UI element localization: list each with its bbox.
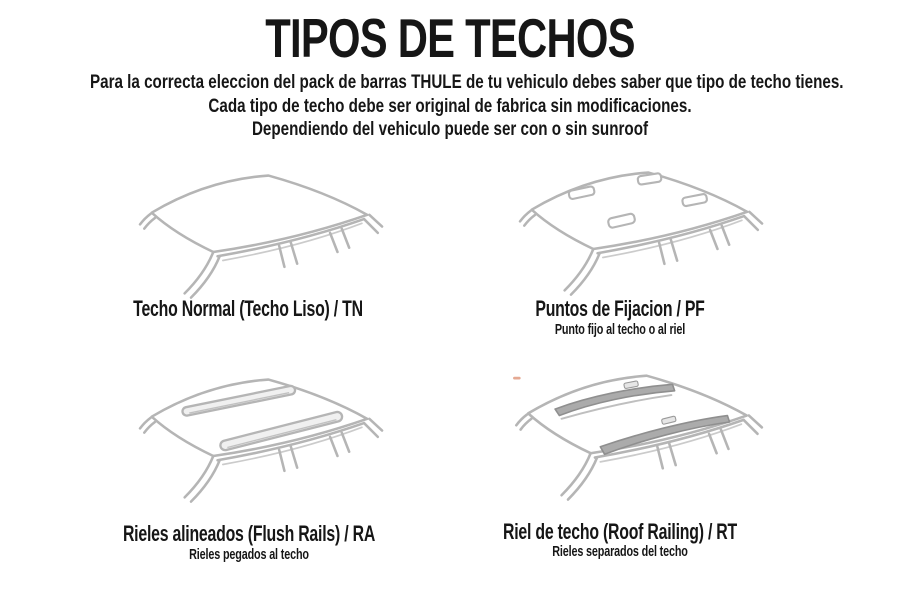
roof-railing-illustration bbox=[498, 366, 778, 506]
intro-line: Para la correcta eleccion del pack de barras THULE de tu vehiculo debes saber que tipo de techo tienes. bbox=[90, 72, 844, 93]
roof-type-label-tn: Techo Normal (Techo Liso) / TN bbox=[133, 296, 363, 321]
roof-type-sublabel-ra: Rieles pegados al techo bbox=[189, 546, 309, 563]
roof-type-label-ra: Rieles alineados (Flush Rails) / RA bbox=[122, 521, 376, 546]
roof-type-label-pf: Puntos de Fijacion / PF bbox=[535, 296, 705, 321]
roof-type-sublabel-rt: Rieles separados del techo bbox=[552, 543, 688, 560]
roof-type-label-rt: Riel de techo (Roof Railing) / RT bbox=[503, 519, 737, 544]
intro-text bbox=[90, 71, 844, 142]
intro-line: Cada tipo de techo debe ser original de fabrica sin modificaciones. bbox=[208, 95, 692, 117]
plain-roof-illustration bbox=[122, 166, 398, 304]
roof-type-sublabel-pf: Punto fijo al techo o al riel bbox=[554, 321, 686, 338]
fixed-points-roof-illustration bbox=[502, 163, 778, 301]
intro-line: Dependiendo del vehiculo puede ser con o sin sunroof bbox=[251, 119, 649, 140]
flush-rails-roof-illustration bbox=[122, 370, 398, 508]
page-title: TIPOS DE TECHOS bbox=[265, 7, 635, 69]
